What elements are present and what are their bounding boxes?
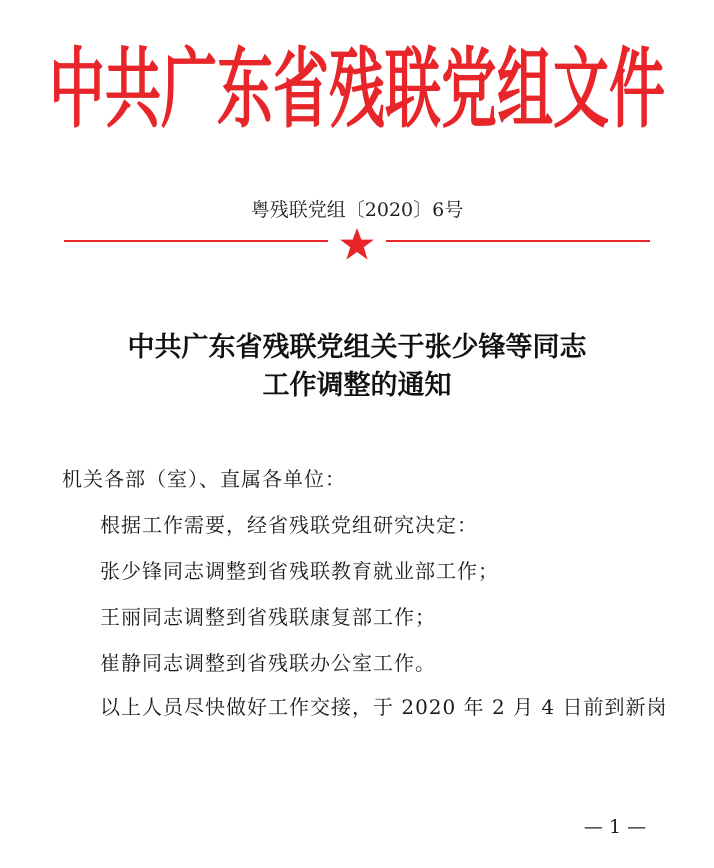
body-paragraph: 崔静同志调整到省残联办公室工作。 [100,651,436,675]
body-paragraph: 王丽同志调整到省残联康复部工作； [100,605,436,629]
red-rule-right [386,240,650,242]
body-paragraph: 张少锋同志调整到省残联教育就业部工作； [100,559,499,583]
body-paragraph: 以上人员尽快做好工作交接，于 2020 年 2 月 4 日前到新岗 [100,695,668,719]
notice-title-line-2: 工作调整的通知 [262,370,452,401]
notice-title-line-1: 中共广东省残联党组关于张少锋等同志 [127,332,587,363]
letterhead-title: 中共广东省残联党组文件 [49,39,665,141]
salutation: 机关各部（室）、直属各单位： [62,467,346,491]
document-number: 粤残联党组〔2020〕6号 [250,199,464,221]
page-number: — 1 — [583,816,647,838]
body-paragraph: 根据工作需要，经省残联党组研究决定： [100,513,478,537]
red-rule-left [64,240,328,242]
star-icon [338,227,376,261]
